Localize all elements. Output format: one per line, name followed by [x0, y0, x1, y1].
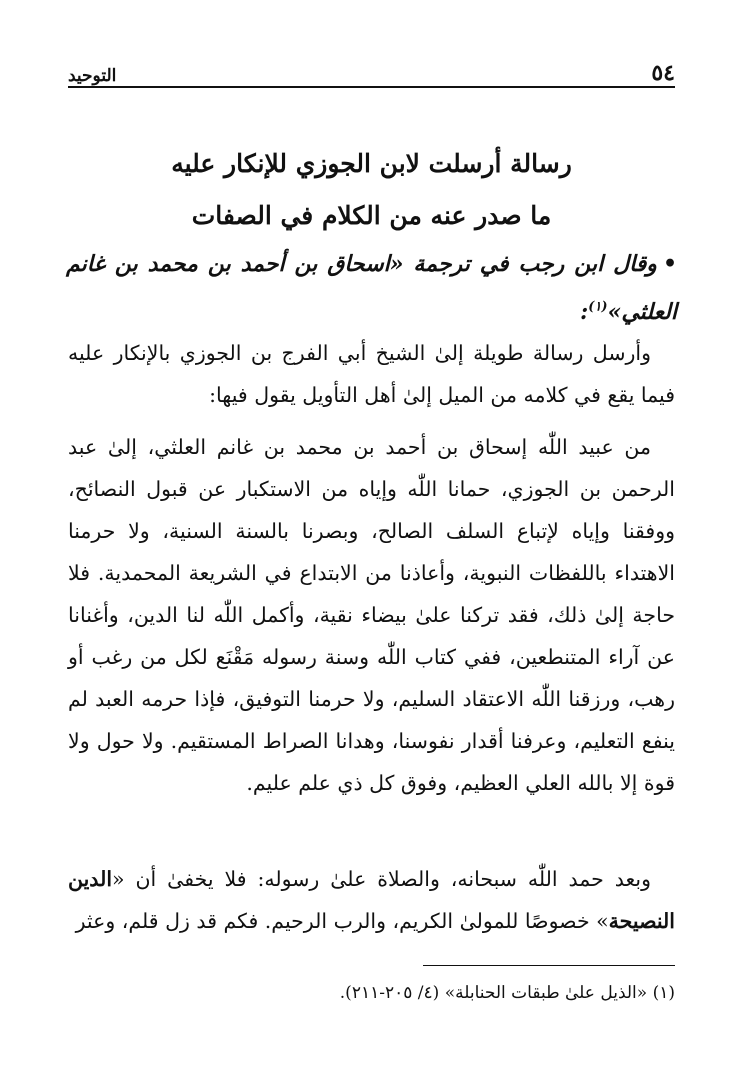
page-header: [68, 56, 675, 88]
paragraph-2: [68, 426, 675, 804]
bullet-icon: •: [662, 251, 677, 277]
paragraph-3-bold-phrase: الدين النصيحة: [68, 867, 675, 933]
section-title-line-1: رسالة أرسلت لابن الجوزي للإنكار عليه: [171, 149, 572, 178]
running-title: التوحيد: [68, 66, 117, 86]
footnote-reference: (١): [588, 299, 608, 315]
paragraph-3: [68, 858, 675, 942]
paragraph-1-text: وأرسل رسالة طويلة إلىٰ الشيخ أبي الفرج بن الجوزي بالإنكار عليه فيما يقع في كلامه من الميل إلىٰ أهل التأويل يقول فيها:: [68, 341, 675, 407]
intro-colon: :: [580, 299, 589, 325]
footnote: (١) «الذيل علىٰ طبقات الحنابلة» (٤/ ٢٠٥-٢١١).: [339, 983, 675, 1003]
paragraph-3-text-start: وبعد حمد اللّٰه سبحانه، والصلاة علىٰ رسوله: فلا يخفىٰ أن «: [112, 867, 651, 891]
paragraph-3-text-end: » خصوصًا للمولىٰ الكريم، والرب الرحيم. فكم قد زل قلم، وعثر: [75, 909, 609, 933]
section-title: [68, 138, 675, 242]
paragraph-2-text: من عبيد اللّٰه إسحاق بن أحمد بن محمد بن غانم العلثي، إلىٰ عبد الرحمن بن الجوزي، حمانا اللّٰه وإياه من الاستكبار عن قبول النصائح، ووفقنا وإياه لإتباع السلف الصالح، وبصرنا بالسنة السنية، ولا حرمنا الاهتداء باللفظات النبوية، وأعاذنا من الابتداع في الشريعة المحمدية. فلا حاجة إلىٰ ذلك، فقد تركنا علىٰ بيضاء نقية، وأكمل اللّٰه لنا الدين، وأغنانا عن آراء المتنطعين، ففي كتاب اللّٰه وسنة رسوله مَقْنَع لكل من رغب أو رهب، ورزقنا اللّٰه الاعتقاد السليم، ولا حرمنا التوفيق، فإذا حرمه العبد لم ينفع التعليم، وعرفنا أقدار نفوسنا، وهدانا الصراط المستقيم. ولا حول ولا قوة إلا بالله العلي العظيم، وفوق كل ذي علم عليم.: [68, 435, 675, 795]
paragraph-1: [68, 332, 675, 416]
page-number: ٥٤: [651, 60, 675, 86]
footnote-divider: [423, 965, 675, 966]
section-title-line-2: ما صدر عنه من الكلام في الصفات: [191, 201, 552, 230]
intro-paragraph: [66, 240, 677, 336]
intro-text: وقال ابن رجب في ترجمة «اسحاق بن أحمد بن محمد بن غانم العلثي»: [66, 251, 677, 325]
